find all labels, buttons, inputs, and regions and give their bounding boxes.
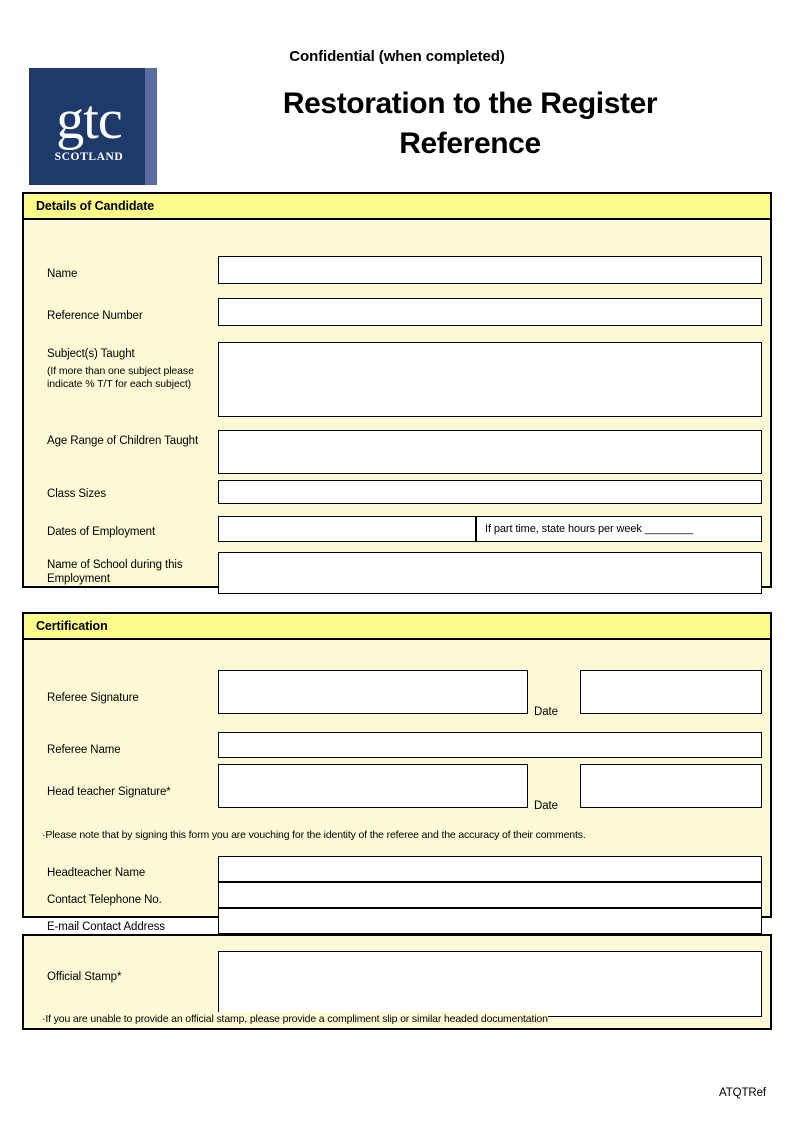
input-age-range[interactable] [218,430,762,474]
label-reference-number: Reference Number [47,310,143,322]
label-contact-telephone: Contact Telephone No. [47,894,162,906]
input-contact-telephone[interactable] [218,882,762,908]
input-headteacher-name[interactable] [218,856,762,882]
page-title-line-1: Restoration to the Register [282,87,658,120]
footnote-certification: ·Please note that by signing this form you are vouching for the identity of the referee and the accuracy of their comments. [42,829,586,841]
sublabel-subjects-taught: (If more than one subject please indicate % T/T for each subject) [47,365,194,390]
label-email-contact-address: E-mail Contact Address [47,921,165,933]
input-referee-date[interactable] [580,670,762,714]
input-name[interactable] [218,256,762,284]
footer-form-code: ATQTRef [718,1087,766,1099]
gtc-scotland-logo [29,68,157,185]
logo-wordmark: gtc [56,89,122,151]
input-reference-number[interactable] [218,298,762,326]
input-dates-of-employment[interactable] [218,516,476,542]
section-details-of-candidate [22,192,772,588]
section-certification [22,612,772,933]
label-head-teacher-date: Date [534,800,558,812]
label-headteacher-name: Headteacher Name [47,867,146,879]
input-head-teacher-date[interactable] [580,764,762,808]
input-name-of-school[interactable] [218,552,762,594]
label-head-teacher-signature: Head teacher Signature* [47,786,171,798]
label-official-stamp: Official Stamp* [47,971,122,983]
label-referee-signature: Referee Signature [47,692,139,704]
section-header-certification: Certification [24,614,770,640]
page-title [170,84,770,164]
input-referee-name[interactable] [218,732,762,758]
logo-accent-stripe [145,68,157,185]
label-class-sizes: Class Sizes [47,488,106,500]
input-referee-signature[interactable] [218,670,528,714]
label-name-of-school: Name of School during this Employment [47,559,183,585]
label-subjects-taught: Subject(s) Taught [47,348,135,360]
footnote-official-stamp: ·If you are unable to provide an official stamp, please provide a compliment slip or similar headed documentation [42,1013,548,1025]
logo-subtext: SCOTLAND [54,151,124,163]
label-referee-name: Referee Name [47,744,121,756]
input-email-contact-address[interactable] [218,908,762,934]
input-subjects-taught[interactable] [218,342,762,417]
note-part-time-hours: If part time, state hours per week ________ [476,516,762,542]
input-class-sizes[interactable] [218,480,762,504]
label-referee-date: Date [534,706,558,718]
label-dates-of-employment: Dates of Employment [47,526,156,538]
input-official-stamp[interactable] [218,951,762,1017]
section-header-details-of-candidate: Details of Candidate [24,194,770,220]
page-title-line-2: Reference [399,127,541,160]
label-age-range: Age Range of Children Taught [47,435,199,447]
input-head-teacher-signature[interactable] [218,764,528,808]
confidential-notice: Confidential (when completed) [289,48,505,65]
section-official-stamp [22,934,772,1030]
document-header [0,0,794,190]
label-name: Name [47,268,78,280]
